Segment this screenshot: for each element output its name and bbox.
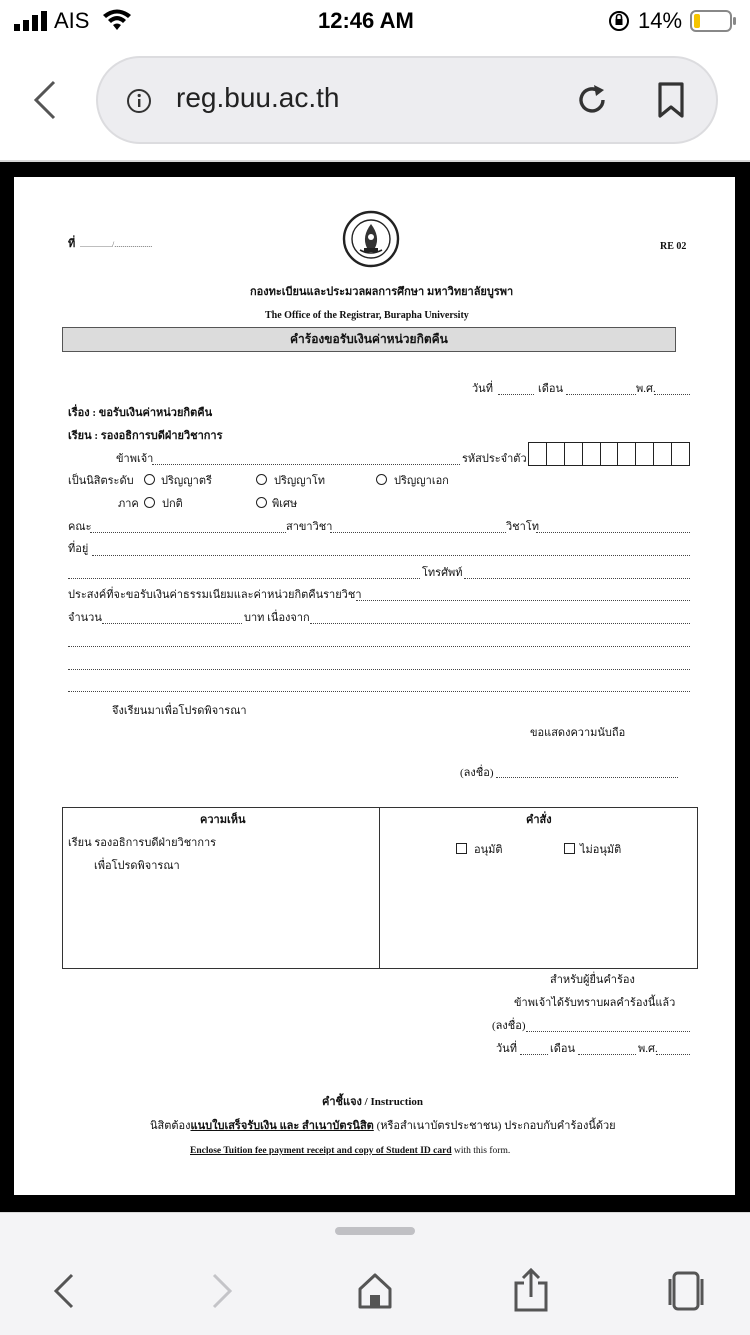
- normal-radio[interactable]: [144, 497, 155, 508]
- signature-label: (ลงชื่อ): [460, 767, 494, 779]
- instruction-en-underlined: Enclose Tuition fee payment receipt and copy of Student ID card: [190, 1146, 452, 1156]
- name-line: [152, 464, 460, 465]
- forward-arrow-icon[interactable]: [206, 1271, 236, 1311]
- respect-text: ขอแสดงความนับถือ: [530, 727, 626, 739]
- doctorate-label: ปริญญาเอก: [394, 475, 449, 487]
- major-line: [536, 532, 690, 533]
- reload-icon[interactable]: [574, 82, 610, 118]
- special-radio[interactable]: [256, 497, 267, 508]
- date-day-line: [498, 394, 534, 395]
- student-level-label: เป็นนิสิตระดับ: [68, 475, 134, 487]
- approval-box-divider: [379, 807, 380, 969]
- master-radio[interactable]: [256, 474, 267, 485]
- date-day-label: วันที่: [472, 383, 493, 395]
- major-label: วิชาโท: [506, 521, 539, 533]
- subject-line: เรื่อง : ขอรับเงินค่าหน่วยกิตคืน: [68, 407, 213, 419]
- office-name-en: The Office of the Registrar, Burapha University: [265, 310, 469, 321]
- bookmark-icon[interactable]: [656, 82, 686, 118]
- back-arrow-icon[interactable]: [50, 1271, 80, 1311]
- department-label: สาขาวิชา: [286, 521, 333, 533]
- department-line: [330, 532, 506, 533]
- program-label: ภาค: [118, 498, 139, 510]
- student-id-label: รหัสประจำตัว: [462, 453, 527, 465]
- date2-year-label: พ.ศ.: [638, 1043, 658, 1055]
- purpose-label: ประสงค์ที่จะขอรับเงินค่าธรรมเนียมและค่าหน่วยกิตคืนรายวิชา: [68, 589, 362, 601]
- address-label: ที่อยู่: [68, 543, 89, 555]
- date2-day-line: [520, 1054, 548, 1055]
- instruction-th-prefix: นิสิตต้อง: [150, 1120, 191, 1132]
- status-bar: [0, 0, 750, 44]
- normal-label: ปกติ: [162, 498, 183, 510]
- to-line: เรียน : รองอธิการบดีฝ่ายวิชาการ: [68, 430, 223, 442]
- instruction-th: [150, 1120, 616, 1133]
- approve-label: อนุมัติ: [474, 844, 503, 856]
- office-name-th: กองทะเบียนและประมวลผลการศึกษา มหาวิทยาลัยบูรพา: [250, 286, 514, 298]
- address-line-2: [68, 578, 420, 579]
- bachelor-radio[interactable]: [144, 474, 155, 485]
- drag-handle[interactable]: [335, 1227, 415, 1235]
- reason-line-2: [68, 646, 690, 647]
- opinion-line-1: เรียน รองอธิการบดีฝ่ายวิชาการ: [68, 837, 217, 849]
- order-header: คำสั่ง: [526, 814, 552, 826]
- bachelor-label: ปริญญาตรี: [161, 475, 212, 487]
- approval-box: [62, 807, 698, 969]
- date-month-line: [566, 394, 636, 395]
- bottom-toolbar: [0, 1212, 750, 1335]
- acknowledged-text: ข้าพเจ้าได้รับทราบผลคำร้องนี้แล้ว: [514, 997, 676, 1009]
- faculty-label: คณะ: [68, 521, 92, 533]
- purpose-line: [356, 600, 690, 601]
- tabs-icon[interactable]: [664, 1269, 708, 1313]
- reason-line-4: [68, 691, 690, 692]
- instruction-th-suffix: (หรือสำเนาบัตรประชาชน) ประกอบกับคำร้องนี้ด้วย: [373, 1120, 616, 1132]
- url-text[interactable]: reg.buu.ac.th: [176, 82, 340, 113]
- date-month-label: เดือน: [538, 383, 564, 395]
- date2-month-line: [578, 1054, 636, 1055]
- student-id-boxes: [528, 442, 690, 466]
- form-page: [14, 177, 735, 1195]
- opinion-line-2: เพื่อโปรดพิจารณา: [94, 860, 180, 872]
- faculty-line: [90, 532, 286, 533]
- master-label: ปริญญาโท: [274, 475, 325, 487]
- wifi-icon: [102, 8, 132, 32]
- date2-day-label: วันที่: [496, 1043, 517, 1055]
- date2-year-line: [656, 1054, 690, 1055]
- opinion-header: ความเห็น: [200, 814, 246, 826]
- reason-line-1: [310, 623, 690, 624]
- amount-line: [102, 623, 242, 624]
- closing-text: จึงเรียนมาเพื่อโปรดพิจารณา: [112, 705, 247, 717]
- share-icon[interactable]: [512, 1267, 550, 1313]
- doc-number-value: ................/...................: [80, 240, 153, 249]
- battery-icon: [690, 9, 738, 33]
- instruction-header: คำชี้แจง / Instruction: [322, 1096, 424, 1108]
- form-title: คำร้องขอรับเงินค่าหน่วยกิตคืน: [290, 332, 448, 346]
- clock: 12:46 AM: [318, 8, 414, 33]
- university-seal-icon: [342, 210, 400, 268]
- date2-month-label: เดือน: [550, 1043, 576, 1055]
- address-line-1: [92, 555, 690, 556]
- instruction-en-suffix: with this form.: [451, 1146, 511, 1156]
- name-label: ข้าพเจ้า: [116, 453, 154, 465]
- for-requester-label: สำหรับผู้ยื่นคำร้อง: [550, 974, 635, 986]
- doctorate-radio[interactable]: [376, 474, 387, 485]
- instruction-en: [190, 1145, 510, 1158]
- instruction-th-underlined: แนบใบเสร็จรับเงิน และ สำเนาบัตรนิสิต: [190, 1120, 374, 1132]
- not-approve-checkbox[interactable]: [564, 843, 575, 854]
- reason-line-3: [68, 669, 690, 670]
- home-icon[interactable]: [356, 1271, 394, 1311]
- signal-icon: [14, 11, 48, 31]
- special-label: พิเศษ: [272, 498, 298, 510]
- form-code: RE 02: [660, 241, 687, 252]
- date-year-line: [654, 394, 690, 395]
- baht-because-label: บาท เนื่องจาก: [244, 612, 310, 624]
- doc-number-label: ที่: [68, 238, 76, 250]
- back-button[interactable]: [28, 78, 62, 122]
- phone-label: โทรศัพท์: [422, 567, 463, 579]
- amount-label: จำนวน: [68, 612, 102, 624]
- requester-sign-label: (ลงชื่อ): [492, 1020, 526, 1032]
- carrier-name: AIS: [54, 8, 90, 33]
- info-icon[interactable]: [126, 88, 152, 114]
- not-approve-label: ไม่อนุมัติ: [580, 844, 622, 856]
- approve-checkbox[interactable]: [456, 843, 467, 854]
- battery-percent: 14%: [638, 8, 683, 33]
- date-year-label: พ.ศ.: [636, 383, 656, 395]
- signature-line: [496, 777, 678, 778]
- orientation-lock-icon: [608, 10, 630, 32]
- address-bar[interactable]: [96, 56, 718, 144]
- phone-line: [464, 578, 690, 579]
- requester-sign-line: [526, 1031, 690, 1032]
